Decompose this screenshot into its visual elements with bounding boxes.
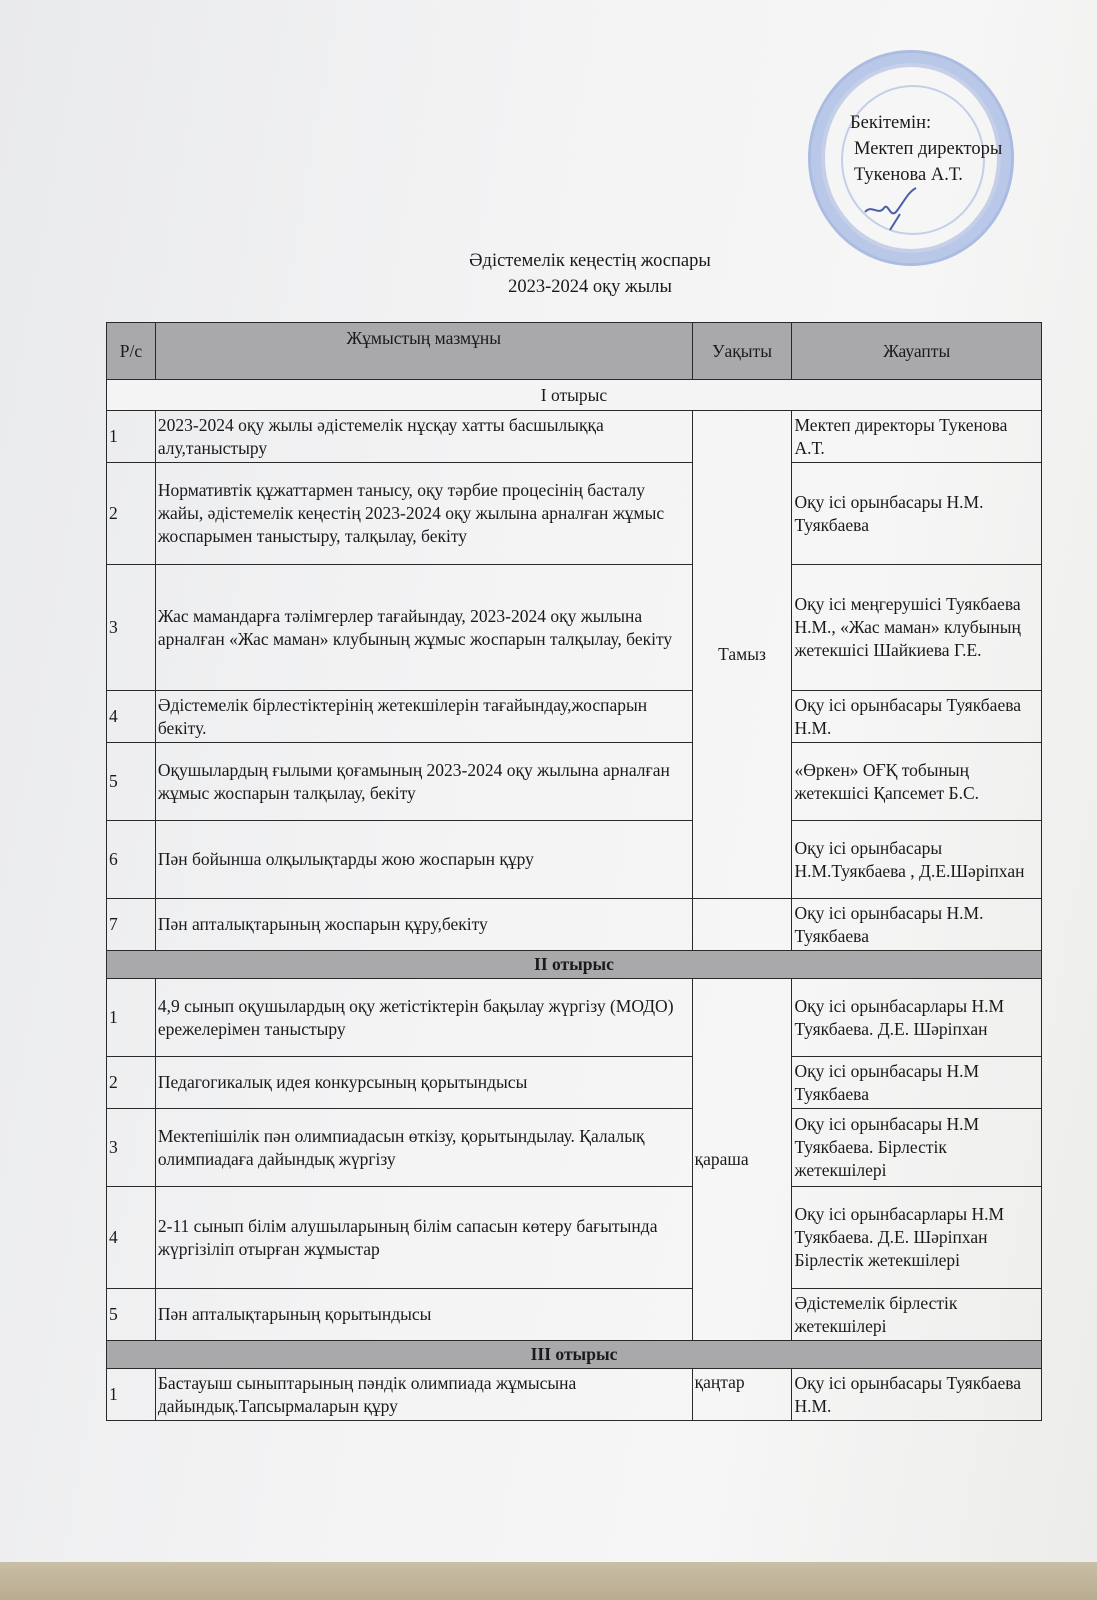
row-content: Пән апталықтарының жоспарын құру,бекіту [155, 899, 692, 951]
row-responsible: Оқу ісі орынбасарлары Н.М Туякбаева. Д.Е. Шәріпхан Бірлестік жетекшілері [792, 1187, 1042, 1289]
row-content: Пән бойынша олқылықтарды жою жоспарын құру [155, 821, 692, 899]
session-row [107, 380, 1042, 411]
table-row [107, 463, 1042, 565]
title-line-2: 2023-2024 оқу жылы [508, 277, 672, 297]
row-content: 4,9 сынып оқушылардың оқу жетістіктерін бақылау жүргізу (МОДО) ережелерімен таныстыру [155, 979, 692, 1057]
table-row [107, 691, 1042, 743]
row-num: 5 [107, 1289, 156, 1341]
table-row [107, 1057, 1042, 1109]
row-time [692, 899, 792, 951]
table-row [107, 1289, 1042, 1341]
row-num: 4 [107, 1187, 156, 1289]
row-responsible: Оқу ісі орынбасары Н.М Туякбаева [792, 1057, 1042, 1109]
row-responsible: Мектеп директоры Тукенова А.Т. [792, 411, 1042, 463]
plan-table [106, 322, 1042, 1421]
table-row [107, 411, 1042, 463]
row-num: 4 [107, 691, 156, 743]
table-row [107, 821, 1042, 899]
table-row [107, 979, 1042, 1057]
handwritten-signature [860, 182, 930, 232]
approval-line-position: Мектеп директоры [854, 139, 1003, 159]
table-row [107, 899, 1042, 951]
row-num: 6 [107, 821, 156, 899]
row-num: 3 [107, 565, 156, 691]
row-responsible: Оқу ісі орынбасары Туякбаева Н.М. [792, 1369, 1042, 1421]
row-responsible: Оқу ісі орынбасарлары Н.М Туякбаева. Д.Е. Шәріпхан [792, 979, 1042, 1057]
row-time: қараша [692, 979, 792, 1341]
header-time: Уақыты [692, 323, 792, 380]
row-content: Мектепішілік пән олимпиадасын өткізу, қорытындылау. Қалалық олимпиадаға дайындық жүргізу [155, 1109, 692, 1187]
row-content: Бастауыш сыныптарының пәндік олимпиада жұмысына дайындық.Тапсырмаларын құру [155, 1369, 692, 1421]
header-content: Жұмыстың мазмұны [155, 323, 692, 380]
approval-block [850, 110, 1002, 188]
table-row [107, 1369, 1042, 1421]
row-content: Пән апталықтарының қорытындысы [155, 1289, 692, 1341]
approval-line-approve: Бекітемін: [850, 113, 932, 133]
session-label: І отырыс [107, 380, 1042, 411]
row-content: Әдістемелік бірлестіктерінің жетекшілерін тағайындау,жоспарын бекіту. [155, 691, 692, 743]
row-num: 5 [107, 743, 156, 821]
row-num: 2 [107, 1057, 156, 1109]
session-label: ІІ отырыс [107, 951, 1042, 979]
row-num: 1 [107, 979, 156, 1057]
floor-background [0, 1562, 1097, 1600]
row-responsible: Оқу ісі орынбасары Н.М. Туякбаева [792, 463, 1042, 565]
row-content: 2023-2024 оқу жылы әдістемелік нұсқау хатты басшылыққа алу,таныстыру [155, 411, 692, 463]
session-label: ІІІ отырыс [107, 1341, 1042, 1369]
table-row [107, 1187, 1042, 1289]
document-title [0, 248, 1097, 300]
row-responsible: «Өркен» ОҒҚ тобының жетекшісі Қапсемет Б.С. [792, 743, 1042, 821]
header-responsible: Жауапты [792, 323, 1042, 380]
row-content: 2-11 сынып білім алушыларының білім сапасын көтеру бағытында жүргізіліп отырған жұмыстар [155, 1187, 692, 1289]
title-line-1: Әдістемелік кеңестің жоспары [469, 251, 711, 271]
row-content: Жас мамандарға тәлімгерлер тағайындау, 2023-2024 оқу жылына арналған «Жас маман» клубының жұмыс жоспарын талқылау, бекіту [155, 565, 692, 691]
row-num: 2 [107, 463, 156, 565]
row-time: Тамыз [692, 411, 792, 899]
row-num: 1 [107, 411, 156, 463]
row-responsible: Оқу ісі орынбасары Н.М.Туякбаева , Д.Е.Шәріпхан [792, 821, 1042, 899]
row-responsible: Оқу ісі орынбасары Туякбаева Н.М. [792, 691, 1042, 743]
row-content: Педагогикалық идея конкурсының қорытындысы [155, 1057, 692, 1109]
row-responsible: Әдістемелік бірлестік жетекшілері [792, 1289, 1042, 1341]
row-responsible: Оқу ісі орынбасары Н.М. Туякбаева [792, 899, 1042, 951]
header-num: Р/с [107, 323, 156, 380]
table-row [107, 743, 1042, 821]
approval-line-name: Тукенова А.Т. [854, 165, 963, 185]
row-num: 7 [107, 899, 156, 951]
table-row [107, 565, 1042, 691]
row-content: Оқушылардың ғылыми қоғамының 2023-2024 оқу жылына арналған жұмыс жоспарын талқылау, бекіту [155, 743, 692, 821]
row-responsible: Оқу ісі меңгерушісі Туякбаева Н.М., «Жас маман» клубының жетекшісі Шайкиева Г.Е. [792, 565, 1042, 691]
row-time: қаңтар [692, 1369, 792, 1421]
table-row [107, 1109, 1042, 1187]
row-content: Нормативтік құжаттармен танысу, оқу тәрбие процесінің басталу жайы, әдістемелік кеңестің 2023-2024 оқу жылына арналған жұмыс жоспарымен таныстыру, талқылау, бекіту [155, 463, 692, 565]
row-num: 1 [107, 1369, 156, 1421]
row-responsible: Оқу ісі орынбасары Н.М Туякбаева. Бірлестік жетекшілері [792, 1109, 1042, 1187]
session-row [107, 951, 1042, 979]
session-row [107, 1341, 1042, 1369]
row-num: 3 [107, 1109, 156, 1187]
table-header-row [107, 323, 1042, 380]
